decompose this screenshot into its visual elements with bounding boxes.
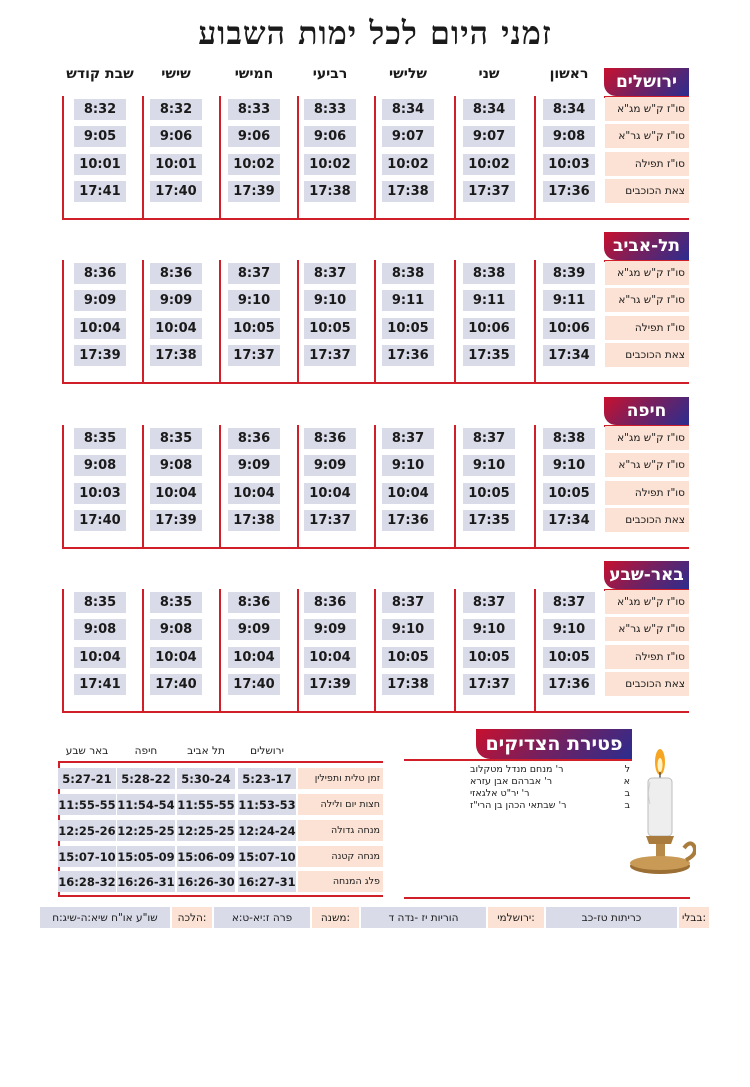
day-header: שני [478, 66, 500, 82]
time-cell: 9:08 [150, 619, 202, 640]
petirat-day: א [623, 776, 630, 787]
time-cell: 10:06 [463, 318, 515, 339]
column-divider [142, 425, 144, 547]
time-cell: 9:10 [382, 455, 434, 476]
footer-halacha-value: שו"ע או"ח שיא:ה-שיג:ח [40, 907, 170, 928]
column-divider [62, 589, 64, 711]
time-cell: 8:32 [74, 99, 126, 120]
time-cell: 10:04 [74, 318, 126, 339]
time-cell: 8:37 [304, 263, 356, 284]
footer-mishna-value: פרה ז:יא-ט:א [214, 907, 310, 928]
bottom-table-topline [58, 761, 383, 763]
time-cell: 10:02 [228, 154, 280, 175]
bottom-time-cell: 15:05-09 [117, 846, 175, 867]
day-header: שלישי [389, 66, 427, 82]
time-cell: 9:10 [304, 290, 356, 311]
city-tag-3: באר-שבע [604, 561, 689, 589]
petirat-item [470, 800, 630, 813]
time-cell: 10:04 [304, 647, 356, 668]
time-cell: 17:37 [304, 510, 356, 531]
time-cell: 9:07 [382, 126, 434, 147]
time-cell: 17:40 [228, 674, 280, 695]
row-label: סו"ז תפילה [605, 645, 689, 669]
time-cell: 8:36 [74, 263, 126, 284]
column-divider [454, 260, 456, 382]
time-cell: 8:34 [543, 99, 595, 120]
column-divider [142, 96, 144, 218]
row-label: סו"ז ק"ש מג"א [605, 97, 689, 121]
petirat-name: ר' אברהם אבן עזרא [470, 776, 553, 787]
time-cell: 8:36 [228, 592, 280, 613]
time-cell: 8:37 [382, 592, 434, 613]
column-divider [62, 425, 64, 547]
city-tag-0: ירושלים [604, 68, 689, 96]
bottom-time-cell: 5:23-17 [238, 768, 296, 789]
time-cell: 17:37 [304, 345, 356, 366]
time-cell: 10:05 [543, 483, 595, 504]
time-cell: 9:08 [543, 126, 595, 147]
column-divider [374, 589, 376, 711]
row-label: סו"ז ק"ש מג"א [605, 426, 689, 450]
time-cell: 17:35 [463, 345, 515, 366]
time-cell: 17:40 [150, 181, 202, 202]
city-tag-1: תל-אביב [604, 232, 689, 260]
section-bottom-line [62, 382, 689, 384]
bottom-time-cell: 5:27-21 [58, 768, 116, 789]
city-tag-2: חיפה [604, 397, 689, 425]
time-cell: 9:08 [74, 619, 126, 640]
time-cell: 9:09 [228, 455, 280, 476]
petirat-day: ב [624, 800, 630, 811]
page-title: זמני היום לכל ימות השבוע [198, 14, 552, 52]
row-label: סו"ז תפילה [605, 316, 689, 340]
column-divider [142, 589, 144, 711]
column-divider [454, 96, 456, 218]
time-cell: 8:35 [74, 592, 126, 613]
time-cell: 8:35 [150, 428, 202, 449]
column-divider [374, 96, 376, 218]
time-cell: 8:37 [382, 428, 434, 449]
time-cell: 9:09 [74, 290, 126, 311]
time-cell: 9:11 [463, 290, 515, 311]
time-cell: 10:03 [543, 154, 595, 175]
section-bottom-line [62, 547, 689, 549]
time-cell: 8:34 [382, 99, 434, 120]
column-divider [297, 96, 299, 218]
time-cell: 17:35 [463, 510, 515, 531]
time-cell: 10:01 [150, 154, 202, 175]
time-cell: 8:33 [304, 99, 356, 120]
column-divider [534, 589, 536, 711]
column-divider [297, 260, 299, 382]
time-cell: 8:33 [228, 99, 280, 120]
petirat-name: ר' מנחם מנדל מטקלוב [470, 764, 564, 775]
bottom-time-cell: 11:54-54 [117, 794, 175, 815]
column-divider [219, 96, 221, 218]
column-divider [534, 260, 536, 382]
time-cell: 8:38 [463, 263, 515, 284]
time-cell: 17:36 [382, 345, 434, 366]
time-cell: 17:40 [150, 674, 202, 695]
bottom-time-cell: 16:26-30 [177, 871, 235, 892]
petirat-name: ר' שבתאי הכהן בן הרי"ז [470, 800, 567, 811]
bottom-table-header: ירושלים [250, 745, 284, 757]
time-cell: 17:36 [543, 181, 595, 202]
column-divider [142, 260, 144, 382]
time-cell: 17:41 [74, 181, 126, 202]
time-cell: 8:36 [150, 263, 202, 284]
time-cell: 9:09 [228, 619, 280, 640]
day-header: רביעי [312, 66, 348, 82]
time-cell: 10:05 [463, 483, 515, 504]
footer-yerushalmi-label: ירושלמי: [488, 907, 544, 928]
petirat-bottom-line [404, 897, 690, 899]
row-label: צאת הכוכבים [605, 508, 689, 532]
time-cell: 10:04 [382, 483, 434, 504]
petirat-day: ל [624, 764, 630, 775]
bottom-time-cell: 15:07-10 [58, 846, 116, 867]
column-divider [374, 260, 376, 382]
day-header: חמישי [234, 66, 274, 82]
time-cell: 17:38 [304, 181, 356, 202]
bottom-time-cell: 12:25-25 [177, 820, 235, 841]
time-cell: 17:34 [543, 510, 595, 531]
day-header: ראשון [549, 66, 589, 82]
time-cell: 9:10 [382, 619, 434, 640]
column-divider [374, 425, 376, 547]
time-cell: 17:38 [228, 510, 280, 531]
time-cell: 8:32 [150, 99, 202, 120]
row-label: סו"ז תפילה [605, 152, 689, 176]
bottom-time-cell: 16:28-32 [58, 871, 116, 892]
column-divider [219, 425, 221, 547]
bottom-row-label: מנחה גדולה [298, 820, 383, 841]
row-label: סו"ז ק"ש מג"א [605, 261, 689, 285]
time-cell: 17:36 [543, 674, 595, 695]
time-cell: 17:37 [228, 345, 280, 366]
time-cell: 9:06 [150, 126, 202, 147]
time-cell: 17:39 [228, 181, 280, 202]
time-cell: 10:02 [382, 154, 434, 175]
time-cell: 8:37 [463, 428, 515, 449]
time-cell: 10:02 [304, 154, 356, 175]
bottom-row-label: חצות יום ולילה [298, 794, 383, 815]
time-cell: 17:34 [543, 345, 595, 366]
time-cell: 17:38 [382, 181, 434, 202]
time-cell: 10:04 [304, 483, 356, 504]
bottom-time-cell: 16:27-31 [238, 871, 296, 892]
time-cell: 10:05 [382, 318, 434, 339]
day-header: שישי [161, 66, 191, 82]
time-cell: 10:04 [150, 647, 202, 668]
petirat-underline [404, 759, 632, 761]
row-label: צאת הכוכבים [605, 179, 689, 203]
row-label: סו"ז תפילה [605, 481, 689, 505]
bottom-row-label: מנחה קטנה [298, 846, 383, 867]
day-header: שבת קודש [66, 66, 134, 82]
time-cell: 10:03 [74, 483, 126, 504]
column-divider [219, 260, 221, 382]
bottom-table-header: באר שבע [65, 745, 109, 757]
bottom-table-header: חיפה [134, 745, 158, 757]
time-cell: 10:01 [74, 154, 126, 175]
time-cell: 9:08 [150, 455, 202, 476]
row-label: סו"ז ק"ש מג"א [605, 590, 689, 614]
footer-mishna-label: משנה: [312, 907, 359, 928]
footer-yerushalmi-value: הוריות יז -נדה ד [361, 907, 486, 928]
bottom-time-cell: 15:07-10 [238, 846, 296, 867]
column-divider [454, 425, 456, 547]
time-cell: 8:38 [543, 428, 595, 449]
time-cell: 9:09 [150, 290, 202, 311]
bottom-time-cell: 15:06-09 [177, 846, 235, 867]
time-cell: 9:06 [304, 126, 356, 147]
time-cell: 9:11 [382, 290, 434, 311]
bottom-table-bottomline [58, 895, 383, 897]
petirat-name: ר' יר"ט אלגאזי [470, 788, 530, 799]
time-cell: 17:39 [150, 510, 202, 531]
column-divider [297, 425, 299, 547]
bottom-time-cell: 11:55-55 [58, 794, 116, 815]
bottom-time-cell: 5:28-22 [117, 768, 175, 789]
time-cell: 9:05 [74, 126, 126, 147]
bottom-time-cell: 16:26-31 [117, 871, 175, 892]
row-label: סו"ז ק"ש גר"א [605, 453, 689, 477]
bottom-time-cell: 11:55-55 [177, 794, 235, 815]
time-cell: 9:10 [463, 619, 515, 640]
time-cell: 9:10 [228, 290, 280, 311]
column-divider [62, 96, 64, 218]
time-cell: 17:38 [150, 345, 202, 366]
time-cell: 9:09 [304, 455, 356, 476]
column-divider [62, 260, 64, 382]
row-label: צאת הכוכבים [605, 672, 689, 696]
time-cell: 10:04 [228, 647, 280, 668]
time-cell: 8:37 [543, 592, 595, 613]
time-cell: 10:05 [463, 647, 515, 668]
petirat-title: פטירת הצדיקים [476, 729, 632, 759]
time-cell: 10:06 [543, 318, 595, 339]
bottom-time-cell: 12:24-24 [238, 820, 296, 841]
time-cell: 17:37 [463, 674, 515, 695]
row-label: סו"ז ק"ש גר"א [605, 124, 689, 148]
section-bottom-line [62, 711, 689, 713]
time-cell: 9:11 [543, 290, 595, 311]
time-cell: 10:04 [150, 318, 202, 339]
candle-icon [623, 742, 696, 887]
time-cell: 8:37 [228, 263, 280, 284]
time-cell: 8:37 [463, 592, 515, 613]
row-label: סו"ז ק"ש גר"א [605, 617, 689, 641]
time-cell: 9:07 [463, 126, 515, 147]
bottom-time-cell: 5:30-24 [177, 768, 235, 789]
column-divider [454, 589, 456, 711]
column-divider [219, 589, 221, 711]
time-cell: 8:36 [304, 428, 356, 449]
time-cell: 9:08 [74, 455, 126, 476]
bottom-table-header: תל אביב [187, 745, 225, 757]
column-divider [297, 589, 299, 711]
column-divider [534, 96, 536, 218]
column-divider [534, 425, 536, 547]
time-cell: 9:06 [228, 126, 280, 147]
row-label: צאת הכוכבים [605, 343, 689, 367]
section-bottom-line [62, 218, 689, 220]
petirat-day: ב [624, 788, 630, 799]
time-cell: 8:35 [74, 428, 126, 449]
time-cell: 8:36 [304, 592, 356, 613]
time-cell: 10:05 [228, 318, 280, 339]
time-cell: 9:10 [543, 455, 595, 476]
time-cell: 8:39 [543, 263, 595, 284]
time-cell: 17:38 [382, 674, 434, 695]
time-cell: 10:05 [382, 647, 434, 668]
time-cell: 8:35 [150, 592, 202, 613]
footer-halacha-label: הלכה: [172, 907, 212, 928]
time-cell: 8:34 [463, 99, 515, 120]
time-cell: 17:36 [382, 510, 434, 531]
time-cell: 10:05 [543, 647, 595, 668]
time-cell: 10:04 [228, 483, 280, 504]
bottom-time-cell: 12:25-26 [58, 820, 116, 841]
row-label: סו"ז ק"ש גר"א [605, 288, 689, 312]
time-cell: 10:04 [150, 483, 202, 504]
time-cell: 10:02 [463, 154, 515, 175]
footer-bavli-label: בבלי: [679, 907, 709, 928]
time-cell: 17:41 [74, 674, 126, 695]
time-cell: 10:04 [74, 647, 126, 668]
bottom-row-label: זמן טלית ותפילין [298, 768, 383, 789]
time-cell: 17:39 [304, 674, 356, 695]
time-cell: 10:05 [304, 318, 356, 339]
time-cell: 9:10 [543, 619, 595, 640]
time-cell: 17:40 [74, 510, 126, 531]
time-cell: 9:09 [304, 619, 356, 640]
bottom-time-cell: 12:25-25 [117, 820, 175, 841]
time-cell: 9:10 [463, 455, 515, 476]
bottom-row-label: פלג המנחה [298, 871, 383, 892]
time-cell: 17:39 [74, 345, 126, 366]
time-cell: 8:36 [228, 428, 280, 449]
footer-bavli-value: כריתות טז-כב [546, 907, 677, 928]
time-cell: 8:38 [382, 263, 434, 284]
bottom-time-cell: 11:53-53 [238, 794, 296, 815]
time-cell: 17:37 [463, 181, 515, 202]
